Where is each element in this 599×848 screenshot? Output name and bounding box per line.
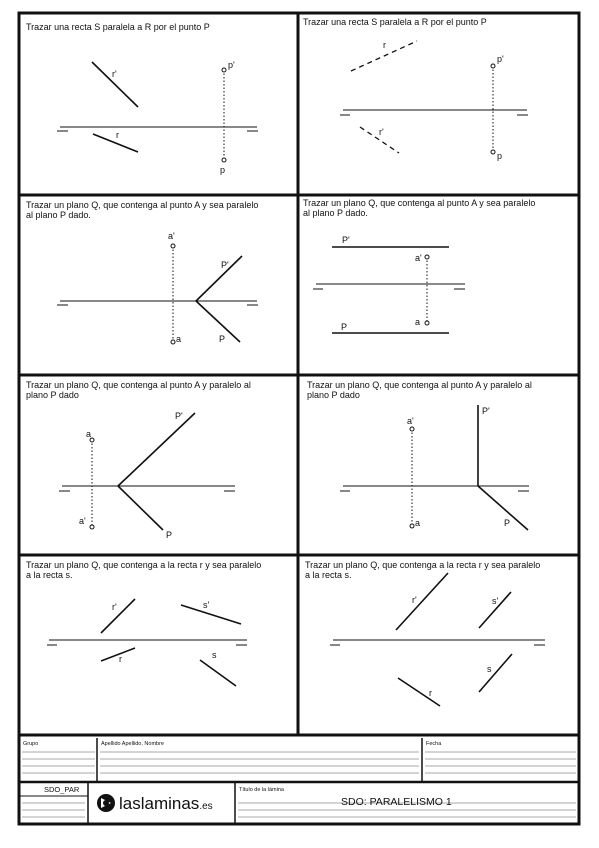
brand-suffix: .es xyxy=(199,801,213,812)
label-a-upper: a xyxy=(86,429,92,439)
fecha-label: Fecha xyxy=(426,741,442,747)
line-r-projection xyxy=(398,678,440,706)
label-r-upper: r' xyxy=(412,595,417,605)
grupo-label: Grupo xyxy=(23,741,39,747)
label-r-upper: r' xyxy=(112,602,117,612)
label-s-upper: s' xyxy=(492,596,499,606)
exercise-title: Trazar un plano Q, que contenga al punto A y sea paralelo xyxy=(26,200,259,210)
exercise-6 xyxy=(307,380,532,530)
titulo-label: Título de la lámina xyxy=(239,787,284,793)
label-trace-upper: P' xyxy=(221,260,229,270)
label-r-lower: r' xyxy=(379,127,384,137)
label-trace-upper: P' xyxy=(482,406,490,416)
exercise-title: Trazar un plano Q, que contenga al punto A y paralelo al xyxy=(307,380,532,390)
line-s-projection xyxy=(200,660,236,686)
point-p-upper xyxy=(491,64,495,68)
plane-trace xyxy=(196,301,240,342)
exercise-3 xyxy=(26,200,258,344)
label-r-lower: r xyxy=(429,688,432,698)
label-p-upper: p' xyxy=(497,54,504,64)
line-r-projection xyxy=(101,648,135,661)
label-trace-lower: P xyxy=(219,334,226,344)
exercise-title: al plano P dado. xyxy=(303,208,368,218)
line-s-projection xyxy=(181,605,241,624)
brand-name xyxy=(119,794,213,813)
exercise-title: Trazar un plano Q, que contenga a la recta r y sea paralelo xyxy=(26,560,262,570)
label-trace-upper: P' xyxy=(175,411,183,421)
brand-main: laslaminas xyxy=(119,794,200,813)
label-a-lower: a xyxy=(176,334,182,344)
exercise-title: a la recta s. xyxy=(305,570,352,580)
label-a-upper: a' xyxy=(407,416,414,426)
label-s-lower: s xyxy=(487,664,492,674)
point-a-lower xyxy=(171,340,175,344)
exercise-title: plano P dado xyxy=(307,390,360,400)
point-a-upper xyxy=(410,427,414,431)
title-block xyxy=(19,738,579,824)
exercise-title: Trazar un plano Q, que contenga al punto A y paralelo al xyxy=(26,380,251,390)
label-trace-upper: P' xyxy=(342,235,350,245)
label-p-lower: p xyxy=(220,165,226,175)
exercise-8 xyxy=(305,560,545,706)
exercise-4 xyxy=(303,198,535,333)
plane-trace xyxy=(478,486,528,530)
label-r-lower: r xyxy=(116,130,119,140)
label-r-lower: r xyxy=(119,654,122,664)
exercise-title: Trazar una recta S paralela a R por el punto P xyxy=(26,22,210,32)
point-p-lower xyxy=(491,150,495,154)
line-r-projection xyxy=(101,599,135,633)
point-p-lower xyxy=(222,158,226,162)
titulo-value: SDO: PARALELISMO 1 xyxy=(341,796,452,808)
label-s-lower: s xyxy=(212,650,217,660)
apellido-label: Apellido Apellido, Nombre xyxy=(101,741,164,747)
brand-logo xyxy=(97,794,115,812)
label-trace-lower: P xyxy=(166,530,173,540)
label-a-lower: a xyxy=(415,317,421,327)
label-r-upper: r' xyxy=(112,69,117,79)
exercise-title: a la recta s. xyxy=(26,570,73,580)
label-a-upper: a' xyxy=(168,231,175,241)
label-a-lower: a' xyxy=(79,516,86,526)
label-s-upper: s' xyxy=(203,600,210,610)
exercise-1 xyxy=(26,22,258,175)
point-a-upper xyxy=(425,255,429,259)
exercise-title: plano P dado xyxy=(26,390,79,400)
label-trace-lower: P xyxy=(341,322,348,332)
sheet-code: SDO_PAR xyxy=(44,785,80,794)
point-a-lower xyxy=(425,321,429,325)
exercise-2 xyxy=(303,17,528,161)
label-trace-lower: P xyxy=(504,518,511,528)
point-p-upper xyxy=(222,68,226,72)
label-a-lower: a xyxy=(415,518,421,528)
plane-trace xyxy=(196,256,242,301)
line-s-projection xyxy=(479,654,512,692)
exercise-title: Trazar una recta S paralela a R por el punto P xyxy=(303,17,487,27)
exercise-5 xyxy=(26,380,251,540)
line-r-projection xyxy=(396,573,448,630)
label-a-upper: a' xyxy=(415,253,422,263)
exercise-title: al plano P dado. xyxy=(26,210,91,220)
label-p-upper: p' xyxy=(228,60,235,70)
exercise-title: Trazar un plano Q, que contenga a la recta r y sea paralelo xyxy=(305,560,541,570)
label-p-lower: p xyxy=(497,151,503,161)
point-a-upper xyxy=(171,244,175,248)
plane-trace xyxy=(118,486,163,530)
point-a-lower xyxy=(410,524,414,528)
exercise-7 xyxy=(26,560,261,686)
point-a-lower xyxy=(90,525,94,529)
exercise-title: Trazar un plano Q, que contenga al punto A y sea paralelo xyxy=(303,198,536,208)
plane-trace xyxy=(118,413,195,486)
label-r-upper: r xyxy=(383,40,386,50)
